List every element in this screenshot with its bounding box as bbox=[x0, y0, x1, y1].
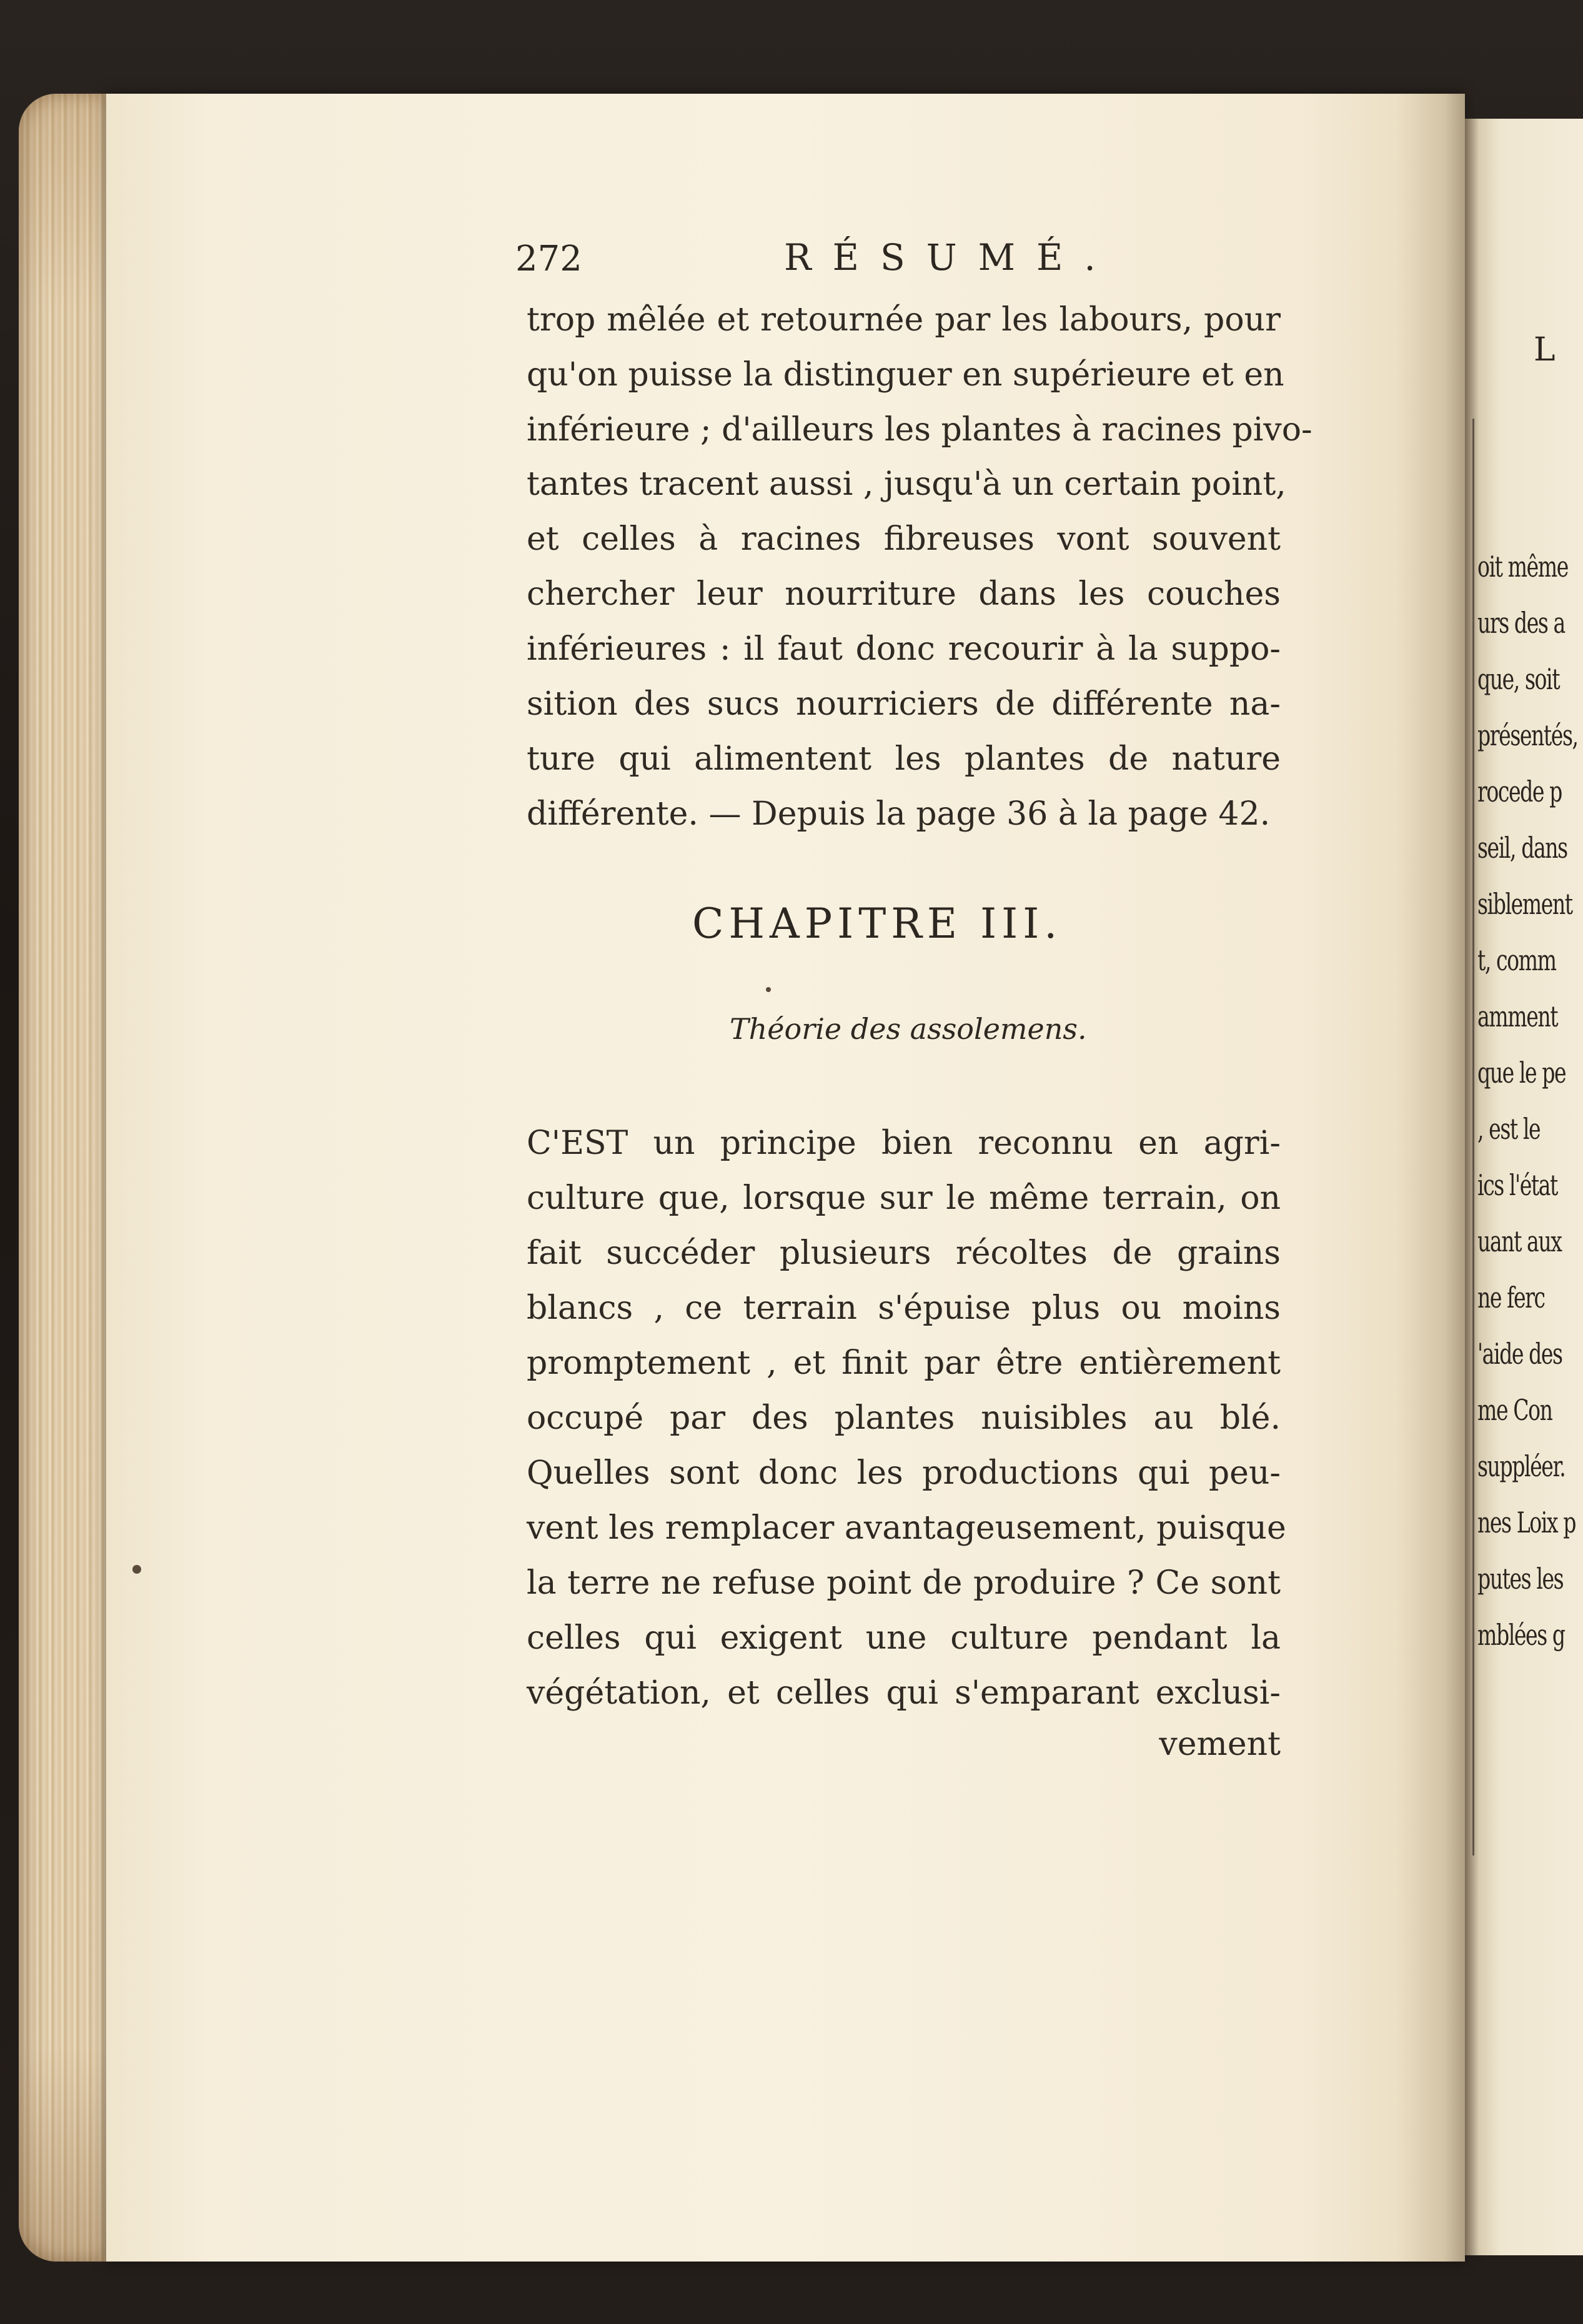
page-number: 272 bbox=[515, 239, 582, 279]
text-line: végétation, et celles qui s'emparant exclusi- bbox=[527, 1674, 1281, 1712]
adjacent-page-line: ics l'état bbox=[1477, 1168, 1557, 1202]
adjacent-page-line: que le pe bbox=[1477, 1056, 1566, 1090]
text-line: et celles à racines fibreuses vont souvent bbox=[527, 520, 1281, 558]
adjacent-page-line: , est le bbox=[1477, 1112, 1541, 1146]
adjacent-page-line: rocede p bbox=[1477, 775, 1562, 808]
ink-speck bbox=[132, 1565, 141, 1574]
adjacent-page-line: urs des a bbox=[1477, 606, 1565, 640]
text-line: Quelles sont donc les productions qui peu- bbox=[527, 1454, 1281, 1492]
text-line: vent les remplacer avantageusement, puisque bbox=[527, 1509, 1286, 1547]
adjacent-page-rule bbox=[1472, 419, 1474, 1855]
adjacent-page-line: mblées g bbox=[1477, 1618, 1565, 1652]
text-line: C'EST un principe bien reconnu en agri- bbox=[527, 1125, 1281, 1162]
adjacent-page-line: putes les bbox=[1477, 1562, 1564, 1596]
adjacent-page-line: 'aide des bbox=[1477, 1337, 1562, 1371]
gutter-shadow bbox=[1396, 94, 1465, 2262]
adjacent-page-header: L bbox=[1534, 331, 1556, 369]
running-title: RÉSUMÉ. bbox=[784, 236, 1117, 279]
adjacent-page-line: que, soit bbox=[1477, 662, 1560, 696]
text-line: qu'on puisse la distinguer en supérieure et en bbox=[527, 356, 1284, 394]
text-line: la terre ne refuse point de produire ? Ce sont bbox=[527, 1564, 1281, 1602]
adjacent-page-line: ne ferc bbox=[1477, 1281, 1545, 1314]
text-line: fait succéder plusieurs récoltes de grains bbox=[527, 1234, 1281, 1272]
text-line: promptement , et finit par être entièrement bbox=[527, 1344, 1281, 1382]
text-line: ture qui alimentent les plantes de nature bbox=[527, 740, 1281, 778]
adjacent-page-line: me Con bbox=[1477, 1393, 1552, 1427]
adjacent-page-line: oit même bbox=[1477, 550, 1568, 583]
adjacent-page-line: amment bbox=[1477, 1000, 1558, 1033]
text-line: trop mêlée et retournée par les labours, pour bbox=[527, 301, 1281, 339]
adjacent-page-line: uant aux bbox=[1477, 1224, 1562, 1258]
ink-speck bbox=[766, 987, 771, 992]
text-line: celles qui exigent une culture pendant la bbox=[527, 1619, 1281, 1657]
adjacent-page-line: suppléer. bbox=[1477, 1449, 1566, 1483]
adjacent-page-line: nes Loix p bbox=[1477, 1506, 1576, 1539]
text-line: chercher leur nourriture dans les couches bbox=[527, 575, 1281, 613]
adjacent-page-line: siblement bbox=[1477, 887, 1572, 921]
chapter-title: CHAPITRE III. bbox=[692, 900, 1063, 948]
text-line: blancs , ce terrain s'épuise plus ou moins bbox=[527, 1289, 1281, 1327]
text-line: culture que, lorsque sur le même terrain, on bbox=[527, 1179, 1281, 1217]
adjacent-page-fragment bbox=[1465, 119, 1583, 2255]
text-line: inférieures : il faut donc recourir à la suppo- bbox=[527, 630, 1281, 668]
adjacent-page-line: seil, dans bbox=[1477, 831, 1567, 865]
text-line: occupé par des plantes nuisibles au blé. bbox=[527, 1399, 1281, 1437]
adjacent-page-line: t, comm bbox=[1477, 943, 1556, 977]
text-line: inférieure ; d'ailleurs les plantes à racines pivo- bbox=[527, 411, 1313, 449]
text-line: tantes tracent aussi , jusqu'à un certain point, bbox=[527, 465, 1286, 503]
chapter-subtitle: Théorie des assolemens. bbox=[730, 1012, 1087, 1046]
catchword: vement bbox=[1159, 1726, 1281, 1763]
adjacent-page-line: présentés, bbox=[1477, 718, 1578, 752]
text-line: sition des sucs nourriciers de différente na- bbox=[527, 685, 1281, 723]
text-line: différente. — Depuis la page 36 à la page 42. bbox=[527, 795, 1271, 833]
